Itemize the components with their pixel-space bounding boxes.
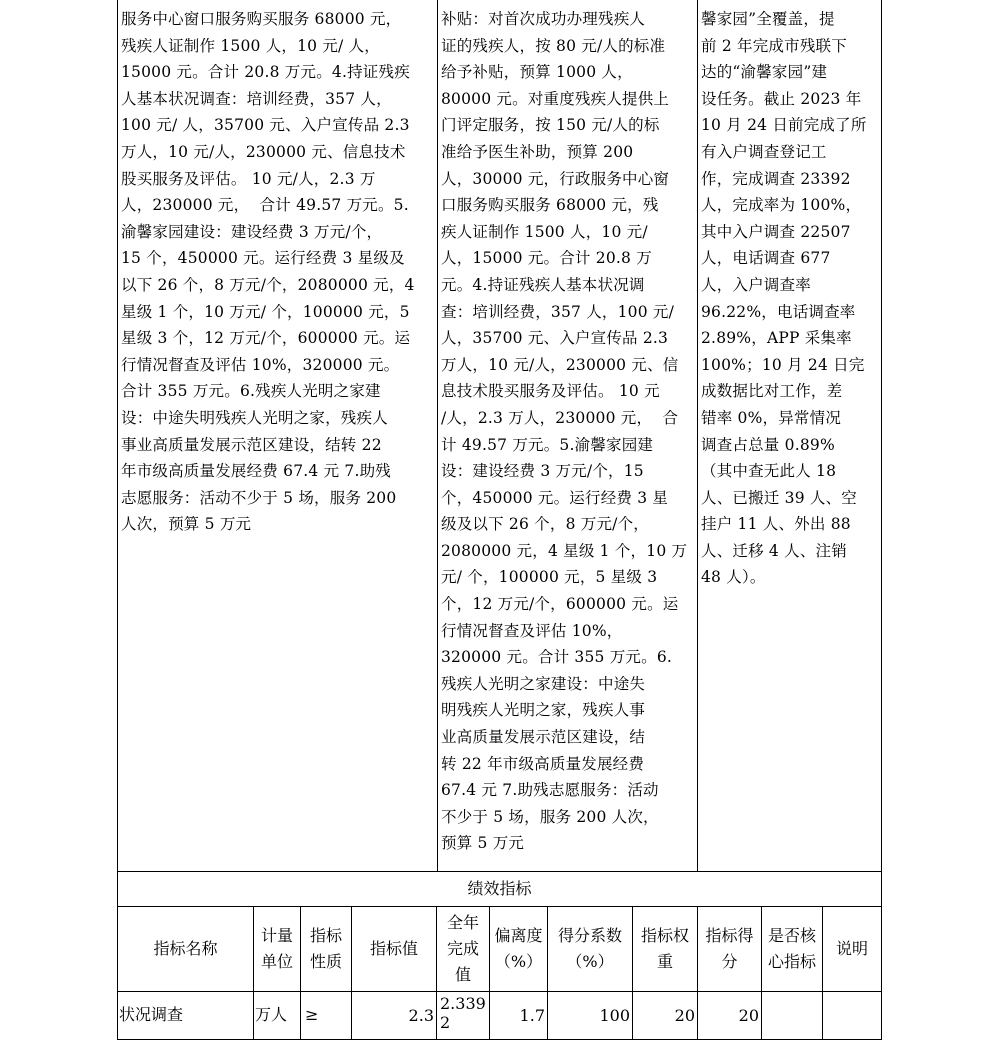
table-border <box>117 1039 882 1040</box>
cell-deviation: 1.7 <box>519 1006 545 1025</box>
cell-indicator-name: 状况调查 <box>119 1005 184 1024</box>
table-border <box>437 0 438 871</box>
cell-target-value: 2.3 <box>408 1006 434 1025</box>
header-actual-value: 全年 完成 值 <box>446 913 479 984</box>
cell-score: 20 <box>738 1006 759 1025</box>
table-border <box>881 0 882 1040</box>
header-score: 指标得 分 <box>705 926 754 971</box>
header-weight: 指标权 重 <box>640 926 689 971</box>
table-border <box>697 0 698 871</box>
header-core-indicator: 是否核 心指标 <box>767 926 816 971</box>
section-title: 绩效指标 <box>467 879 532 898</box>
header-nature: 指标 性质 <box>309 926 342 971</box>
header-unit: 计量 单位 <box>260 926 293 971</box>
header-score-coefficient: 得分系数 （%） <box>557 926 622 971</box>
table-border <box>436 906 437 1040</box>
budget-detail-text-middle: 补贴：对首次成功办理残疾人 证的残疾人，按 80 元/人的标准 给予补贴，预算 1000 人， 80000 元。对重度残疾人提供上 门评定服务，按 150 元/人的标 准给予医生补助，预算 200 人，30000 元，行政服务中心窗 口服务购买服务 68000 元，残 疾人证制作 1500 人，10 元/ 人，15000 元。合计 20.8 万 元。4.持证残疾人基本状况调 查：培训经费，357 人，100 元/ 人，35700 元、入户宣传品 2.3 万人，10 元/人，230000 元、信 息技术股买服务及评估。 10 元 /人，2.3 万人，230000 元， 合 计 49.57 万元。5.渝馨家园建 设：建设经费 3 万元/个，15 个，450000 元。运行经费 3 星 级及以下 26 个，8 万元/个， 2080000 元，4 星级 1 个，10 万 元/ 个，100000 元，5 星级 3 个，12 万元/个，600000 元。运 行情况督查及评估 10%， 320000 元。合计 355 万元。6. 残疾人光明之家建设：中途失 明残疾人光明之家，残疾人事 业高质量发展示范区建设，结 转 22 年市级高质量发展经费 67.4 元 7.助残志愿服务：活动 不少于 5 场，服务 200 人次， 预算 5 万元 <box>441 10 688 853</box>
table-border <box>117 991 882 992</box>
header-deviation: 偏离度 （%） <box>494 926 543 971</box>
header-target-value: 指标值 <box>369 939 418 958</box>
table-border <box>822 906 823 1040</box>
table-border <box>761 906 762 1040</box>
completion-status-text: 馨家园”全覆盖，提 前 2 年完成市残联下 达的“渝馨家园”建 设任务。截止 2023 年 10 月 24 日前完成了所 有入户调查登记工 作，完成调查 23392 人，完成率为 100%， 其中入户调查 22507 人，电话调查 677 人，入户调查率 96.22%，电话调查率 2.89%，APP 采集率 100%；10 月 24 日完 成数据比对工作，差 错率 0%，异常情况 调查占总量 0.89% （其中查无此人 18 人、已搬迁 39 人、空 挂户 11 人、外出 88 人、迁移 4 人、注销 48 人）。 <box>701 10 867 587</box>
table-border <box>300 906 301 1040</box>
cell-weight: 20 <box>674 1006 695 1025</box>
budget-detail-text-left: 服务中心窗口服务购买服务 68000 元， 残疾人证制作 1500 人，10 元/ 人， 15000 元。合计 20.8 万元。4.持证残疾 人基本状况调查：培训经费，357 人， 100 元/ 人，35700 元、入户宣传品 2.3 万人，10 元/人，230000 元、信息技术 股买服务及评估。 10 元/人，2.3 万 人，230000 元， 合计 49.57 万元。5. 渝馨家园建设：建设经费 3 万元/个， 15 个，450000 元。运行经费 3 星级及 以下 26 个，8 万元/个，2080000 元，4 星级 1 个，10 万元/ 个，100000 元，5 星级 3 个，12 万元/个，600000 元。运 行情况督查及评估 10%，320000 元。 合计 355 万元。6.残疾人光明之家建 设：中途失明残疾人光明之家，残疾人 事业高质量发展示范区建设，结转 22 年市级高质量发展经费 67.4 元 7.助残 志愿服务：活动不少于 5 场，服务 200 人次，预算 5 万元 <box>121 10 415 534</box>
cell-actual-value: 2.339 2 <box>440 994 486 1032</box>
cell-unit: 万人 <box>255 1005 288 1024</box>
table-border <box>253 906 254 1040</box>
header-indicator-name: 指标名称 <box>153 939 218 958</box>
cell-nature: ≥ <box>305 1005 319 1024</box>
cell-score-coefficient: 100 <box>599 1006 630 1025</box>
header-note: 说明 <box>835 939 868 958</box>
